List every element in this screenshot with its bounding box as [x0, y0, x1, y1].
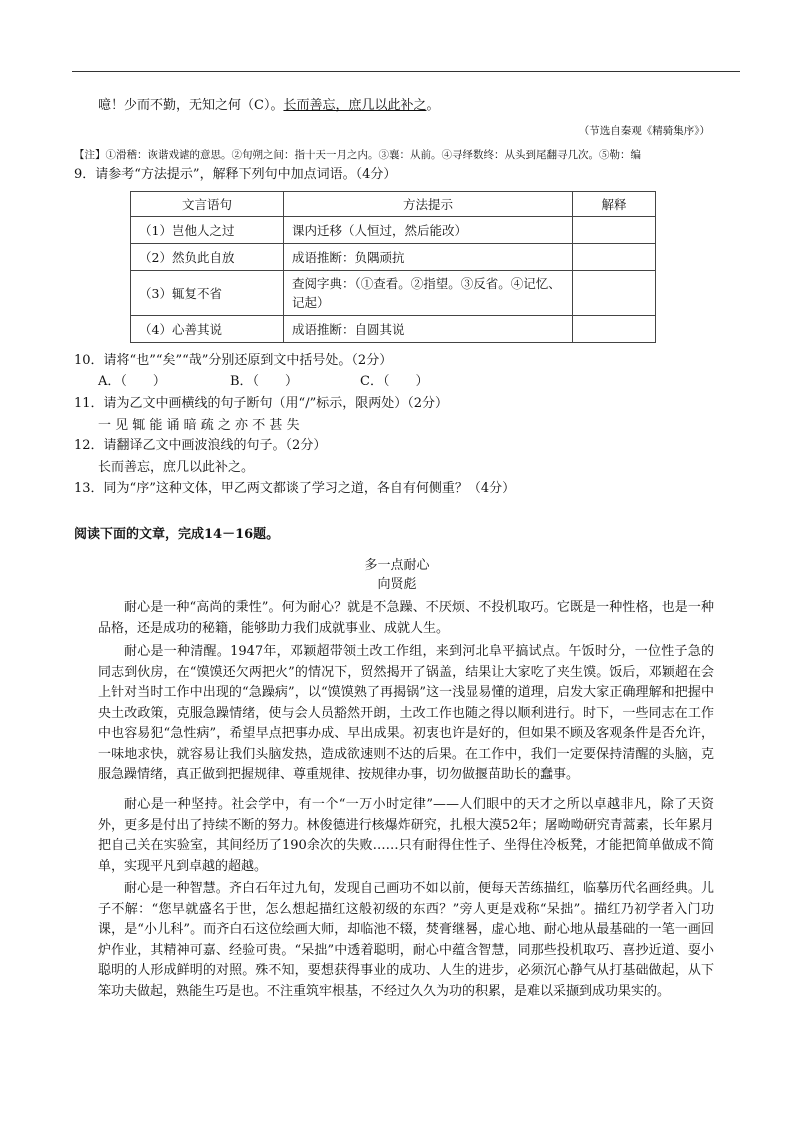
row-sentence: （3）辄复不省 — [131, 271, 284, 316]
answer-cell[interactable] — [573, 217, 656, 244]
row-sentence: （1）岂他人之过 — [131, 217, 284, 244]
article-paragraph-1: 耐心是一种“高尚的秉性”。何为耐心？就是不急躁、不厌烦、不投机取巧。它既是一种性格，也是一种品格，还是成功的秘籍，能够助力我们成就事业、成就人生。 — [98, 600, 714, 636]
question-13-prompt: 13．同为“序”这种文体，甲乙两文都谈了学习之道，各自有何侧重？（4分） — [74, 481, 516, 496]
table-row — [131, 217, 656, 244]
answer-cell[interactable] — [573, 316, 656, 343]
answer-cell[interactable] — [573, 244, 656, 271]
table-row — [131, 271, 656, 316]
question-10-prompt: 10．请将“也”“矣”“哉”分别还原到文中括号处。（2分） — [74, 353, 393, 368]
question-10-option-b: B．（ ） — [230, 374, 299, 389]
reading-instruction: 阅读下面的文章，完成14－16题。 — [74, 527, 280, 542]
header-rule — [72, 71, 740, 72]
question-9-table — [130, 191, 656, 343]
underlined-sentence: 长而善忘，庶几以此补之 — [283, 98, 427, 113]
question-12-sentence: 长而善忘，庶几以此补之。 — [98, 460, 255, 475]
article-paragraph-3: 耐心是一种坚持。社会学中，有一个“一万小时定律”——人们眼中的天才之所以卓越非凡，除了天资外，更多是付出了持续不断的努力。林俊德进行核爆炸研究，扎根大漠52年；屠呦呦研究青蒿素，长年累月把自己关在实验室，其间经历了190余次的失败……只有耐得住性子、坐得住冷板凳，才能把简单做成不简单，实现平凡到卓越的超越。 — [98, 797, 714, 874]
question-12-prompt: 12．请翻译乙文中画波浪线的句子。（2分） — [74, 438, 327, 453]
table-header-row — [131, 192, 656, 217]
question-9-prompt: 9．请参考“方法提示”，解释下列句中加点词语。（4分） — [74, 167, 397, 182]
text-line-1 — [98, 97, 439, 115]
question-11-sentence: 一 见 辄 能 诵 暗 疏 之 亦 不 甚 失 — [98, 418, 300, 433]
source-citation: （节选自秦观《精骑集序》） — [578, 125, 710, 137]
article-author: 向贤彪 — [377, 577, 417, 592]
article-title: 多一点耐心 — [364, 558, 430, 573]
row-hint: 课内迁移（人恒过，然后能改） — [284, 217, 573, 244]
row-hint: 成语推断：负隅顽抗 — [284, 244, 573, 271]
annotation-note: 【注】①滑稽：诙谐戏谑的意思。②旬朔之间：指十天一月之内。③襄：从前。④寻绎数终：从头到尾翻寻几次。⑤勒：编 — [74, 149, 641, 161]
table-row — [131, 244, 656, 271]
text-segment: 噫！少而不勤，无知之何（C）。 — [98, 98, 284, 113]
text-segment: 。 — [426, 98, 440, 113]
row-sentence: （2）然负此自放 — [131, 244, 284, 271]
row-sentence: （4）心善其说 — [131, 316, 284, 343]
row-hint: 成语推断：自圆其说 — [284, 316, 573, 343]
article-paragraph-2: 耐心是一种清醒。1947年，邓颖超带领土改工作组，来到河北阜平搞试点。午饭时分，一位性子急的同志到伙房，在“馍馍还欠两把火”的情况下，贸然揭开了锅盖，结果让大家吃了夹生馍。饭后，邓颖超在会上针对当时工作中出现的“急躁病”，以“馍馍熟了再揭锅”这一浅显易懂的道理，启发大家正确理解和把握中央土改政策，克服急躁情绪，使与会人员豁然开朗，土改工作也随之得以顺利进行。时下，一些同志在工作中也容易犯“急性病”，希望早点把事办成、早出成果。初衷也许是好的，但如果不顾及客观条件是否允许，一味地求快，就容易让我们头脑发热，造成欲速则不达的后果。在工作中，我们一定要保持清醒的头脑，克服急躁情绪，真正做到把握规律、尊重规律、按规律办事，切勿做揠苗助长的蠢事。 — [98, 644, 714, 782]
header-sentence: 文言语句 — [131, 192, 284, 217]
table-row — [131, 316, 656, 343]
row-hint: 查阅字典：（①查看。②指望。③反省。④记忆、记起） — [284, 271, 573, 316]
question-10-option-a: A．（ ） — [98, 374, 166, 389]
header-hint: 方法提示 — [284, 192, 573, 217]
answer-cell[interactable] — [573, 271, 656, 316]
question-11-prompt: 11．请为乙文中画横线的句子断句（用“/”标示，限两处）（2分） — [74, 396, 448, 411]
question-10-option-c: C．（ ） — [360, 374, 429, 389]
header-answer: 解释 — [573, 192, 656, 217]
article-paragraph-4: 耐心是一种智慧。齐白石年过九旬，发现自己画功不如以前，便每天苦练描红，临摹历代名画经典。儿子不解：“您早就盛名于世，怎么想起描红这般初级的东西？”旁人更是戏称“呆拙”。描红乃初学者入门功课，是“小儿科”。而齐白石这位绘画大师，却临池不辍，焚膏继晷，虚心地、耐心地从最基础的一笔一画回炉作业，其精神可嘉、经验可贵。“呆拙”中透着聪明，耐心中蕴含智慧，同那些投机取巧、喜抄近道、耍小聪明的人形成鲜明的对照。殊不知，要想获得事业的成功、人生的进步，必须沉心静气从打基础做起，从下笨功夫做起，熟能生巧是也。不注重筑牢根基，不经过久久为功的积累，是难以采撷到成功果实的。 — [98, 881, 714, 999]
